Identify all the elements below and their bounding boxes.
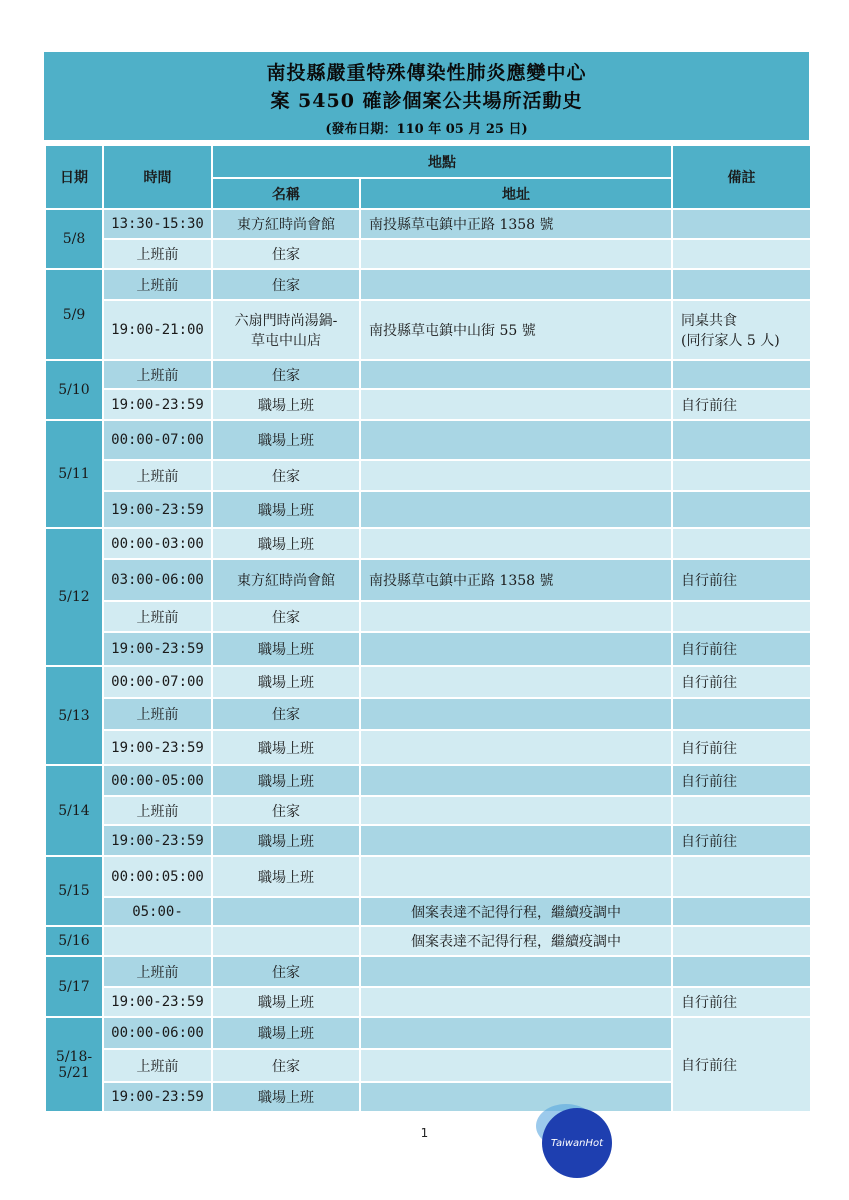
note-cell bbox=[672, 460, 811, 491]
name-cell: 住家 bbox=[212, 360, 360, 389]
time-cell: 00:00-03:00 bbox=[103, 528, 212, 559]
header-name: 名稱 bbox=[212, 178, 360, 209]
table-row bbox=[45, 239, 811, 269]
name-cell: 職場上班 bbox=[212, 528, 360, 559]
address-cell: 個案表達不記得行程，繼續疫調中 bbox=[360, 926, 672, 956]
name-cell: 職場上班 bbox=[212, 856, 360, 897]
note-cell: 自行前往 bbox=[672, 765, 811, 796]
table-row bbox=[45, 765, 811, 796]
time-cell: 19:00-23:59 bbox=[103, 389, 212, 420]
address-cell bbox=[360, 460, 672, 491]
address-cell bbox=[360, 239, 672, 269]
time-cell: 上班前 bbox=[103, 269, 212, 300]
note-cell bbox=[672, 491, 811, 528]
date-cell: 5/16 bbox=[45, 926, 103, 956]
address-cell: 南投縣草屯鎮中正路 1358 號 bbox=[360, 559, 672, 601]
page-number: 1 bbox=[420, 1126, 429, 1140]
address-cell bbox=[360, 528, 672, 559]
note-cell: 自行前往 bbox=[672, 1017, 811, 1112]
table-row bbox=[45, 360, 811, 389]
note-cell bbox=[672, 239, 811, 269]
table-row bbox=[45, 825, 811, 856]
address-cell bbox=[360, 698, 672, 730]
time-cell: 05:00- bbox=[103, 897, 212, 926]
table-row bbox=[45, 666, 811, 698]
name-cell: 職場上班 bbox=[212, 491, 360, 528]
address-cell bbox=[360, 730, 672, 765]
name-cell: 住家 bbox=[212, 460, 360, 491]
address-cell bbox=[360, 825, 672, 856]
address-cell bbox=[360, 1017, 672, 1049]
name-cell: 住家 bbox=[212, 601, 360, 632]
time-cell: 上班前 bbox=[103, 360, 212, 389]
table-row bbox=[45, 491, 811, 528]
table-body bbox=[45, 209, 811, 1112]
date-cell: 5/14 bbox=[45, 765, 103, 856]
address-cell bbox=[360, 601, 672, 632]
header-location: 地點 bbox=[212, 145, 672, 178]
note-cell: 自行前往 bbox=[672, 987, 811, 1017]
note-cell: 自行前往 bbox=[672, 389, 811, 420]
name-cell: 職場上班 bbox=[212, 765, 360, 796]
table-row bbox=[45, 796, 811, 825]
table-row bbox=[45, 209, 811, 239]
table-row bbox=[45, 856, 811, 897]
note-cell bbox=[672, 528, 811, 559]
date-cell: 5/18- 5/21 bbox=[45, 1017, 103, 1112]
note-cell bbox=[672, 601, 811, 632]
address-cell bbox=[360, 796, 672, 825]
name-cell: 職場上班 bbox=[212, 987, 360, 1017]
name-cell: 職場上班 bbox=[212, 632, 360, 666]
header-date: 日期 bbox=[45, 145, 103, 209]
table-row bbox=[45, 601, 811, 632]
note-cell: 自行前往 bbox=[672, 825, 811, 856]
time-cell: 19:00-23:59 bbox=[103, 825, 212, 856]
time-cell: 19:00-21:00 bbox=[103, 300, 212, 360]
address-cell bbox=[360, 269, 672, 300]
address-cell bbox=[360, 765, 672, 796]
title-line-1: 南投縣嚴重特殊傳染性肺炎應變中心 bbox=[266, 62, 587, 84]
date-cell: 5/8 bbox=[45, 209, 103, 269]
address-cell: 個案表達不記得行程，繼續疫調中 bbox=[360, 897, 672, 926]
header-note: 備註 bbox=[672, 145, 811, 209]
date-cell: 5/13 bbox=[45, 666, 103, 765]
name-cell: 東方紅時尚會館 bbox=[212, 559, 360, 601]
table-row bbox=[45, 420, 811, 460]
name-cell: 職場上班 bbox=[212, 389, 360, 420]
name-cell: 職場上班 bbox=[212, 730, 360, 765]
address-cell bbox=[360, 666, 672, 698]
table-row bbox=[45, 559, 811, 601]
name-cell: 住家 bbox=[212, 269, 360, 300]
table-row bbox=[45, 460, 811, 491]
date-cell: 5/11 bbox=[45, 420, 103, 528]
name-cell bbox=[212, 926, 360, 956]
note-cell bbox=[672, 897, 811, 926]
note-cell: 自行前往 bbox=[672, 632, 811, 666]
table-row bbox=[45, 698, 811, 730]
time-cell: 19:00-23:59 bbox=[103, 1082, 212, 1112]
date-cell: 5/15 bbox=[45, 856, 103, 926]
time-cell: 13:30-15:30 bbox=[103, 209, 212, 239]
taiwanhot-logo: TaiwanHot bbox=[542, 1108, 612, 1178]
name-cell: 住家 bbox=[212, 956, 360, 987]
time-cell: 19:00-23:59 bbox=[103, 730, 212, 765]
name-cell: 住家 bbox=[212, 239, 360, 269]
note-cell bbox=[672, 698, 811, 730]
header-time: 時間 bbox=[103, 145, 212, 209]
note-cell bbox=[672, 360, 811, 389]
note-cell: 自行前往 bbox=[672, 730, 811, 765]
time-cell: 上班前 bbox=[103, 956, 212, 987]
address-cell bbox=[360, 987, 672, 1017]
address-cell bbox=[360, 632, 672, 666]
address-cell bbox=[360, 1082, 672, 1112]
table-row bbox=[45, 730, 811, 765]
address-cell bbox=[360, 420, 672, 460]
note-cell: 自行前往 bbox=[672, 666, 811, 698]
name-cell: 職場上班 bbox=[212, 1017, 360, 1049]
note-cell bbox=[672, 956, 811, 987]
activity-table bbox=[44, 144, 812, 1113]
note-cell: 同桌共食 (同行家人 5 人) bbox=[672, 300, 811, 360]
title-line-2: 案 5450 確診個案公共場所活動史 bbox=[270, 90, 583, 112]
time-cell: 00:00-07:00 bbox=[103, 420, 212, 460]
time-cell: 上班前 bbox=[103, 698, 212, 730]
time-cell: 19:00-23:59 bbox=[103, 632, 212, 666]
table-row bbox=[45, 632, 811, 666]
table-row bbox=[45, 926, 811, 956]
table-row bbox=[45, 987, 811, 1017]
note-cell bbox=[672, 926, 811, 956]
table-row bbox=[45, 269, 811, 300]
date-cell: 5/9 bbox=[45, 269, 103, 360]
note-cell bbox=[672, 209, 811, 239]
time-cell: 上班前 bbox=[103, 239, 212, 269]
address-cell: 南投縣草屯鎮中山街 55 號 bbox=[360, 300, 672, 360]
address-cell bbox=[360, 360, 672, 389]
release-date: (發布日期：110 年 05 月 25 日) bbox=[325, 122, 528, 137]
time-cell: 19:00-23:59 bbox=[103, 491, 212, 528]
time-cell: 上班前 bbox=[103, 601, 212, 632]
time-cell bbox=[103, 926, 212, 956]
time-cell: 上班前 bbox=[103, 1049, 212, 1082]
note-cell bbox=[672, 856, 811, 897]
date-cell: 5/10 bbox=[45, 360, 103, 420]
date-cell: 5/17 bbox=[45, 956, 103, 1017]
address-cell bbox=[360, 956, 672, 987]
time-cell: 上班前 bbox=[103, 796, 212, 825]
name-cell: 職場上班 bbox=[212, 1082, 360, 1112]
table-row bbox=[45, 528, 811, 559]
time-cell: 19:00-23:59 bbox=[103, 987, 212, 1017]
address-cell bbox=[360, 389, 672, 420]
name-cell: 住家 bbox=[212, 1049, 360, 1082]
table-row bbox=[45, 300, 811, 360]
document-header bbox=[44, 52, 809, 140]
time-cell: 上班前 bbox=[103, 460, 212, 491]
name-cell: 住家 bbox=[212, 796, 360, 825]
name-cell: 職場上班 bbox=[212, 420, 360, 460]
name-cell: 六扇門時尚湯鍋- 草屯中山店 bbox=[212, 300, 360, 360]
note-cell bbox=[672, 269, 811, 300]
time-cell: 03:00-06:00 bbox=[103, 559, 212, 601]
address-cell bbox=[360, 856, 672, 897]
name-cell: 職場上班 bbox=[212, 825, 360, 856]
name-cell: 東方紅時尚會館 bbox=[212, 209, 360, 239]
name-cell: 職場上班 bbox=[212, 666, 360, 698]
name-cell: 住家 bbox=[212, 698, 360, 730]
time-cell: 00:00-07:00 bbox=[103, 666, 212, 698]
table-row bbox=[45, 956, 811, 987]
name-cell bbox=[212, 897, 360, 926]
time-cell: 00:00:05:00 bbox=[103, 856, 212, 897]
time-cell: 00:00-05:00 bbox=[103, 765, 212, 796]
note-cell bbox=[672, 796, 811, 825]
table-row bbox=[45, 1017, 811, 1049]
note-cell: 自行前往 bbox=[672, 559, 811, 601]
date-cell: 5/12 bbox=[45, 528, 103, 666]
address-cell: 南投縣草屯鎮中正路 1358 號 bbox=[360, 209, 672, 239]
time-cell: 00:00-06:00 bbox=[103, 1017, 212, 1049]
note-cell bbox=[672, 420, 811, 460]
header-address: 地址 bbox=[360, 178, 672, 209]
table-row bbox=[45, 897, 811, 926]
address-cell bbox=[360, 1049, 672, 1082]
table-row bbox=[45, 389, 811, 420]
address-cell bbox=[360, 491, 672, 528]
